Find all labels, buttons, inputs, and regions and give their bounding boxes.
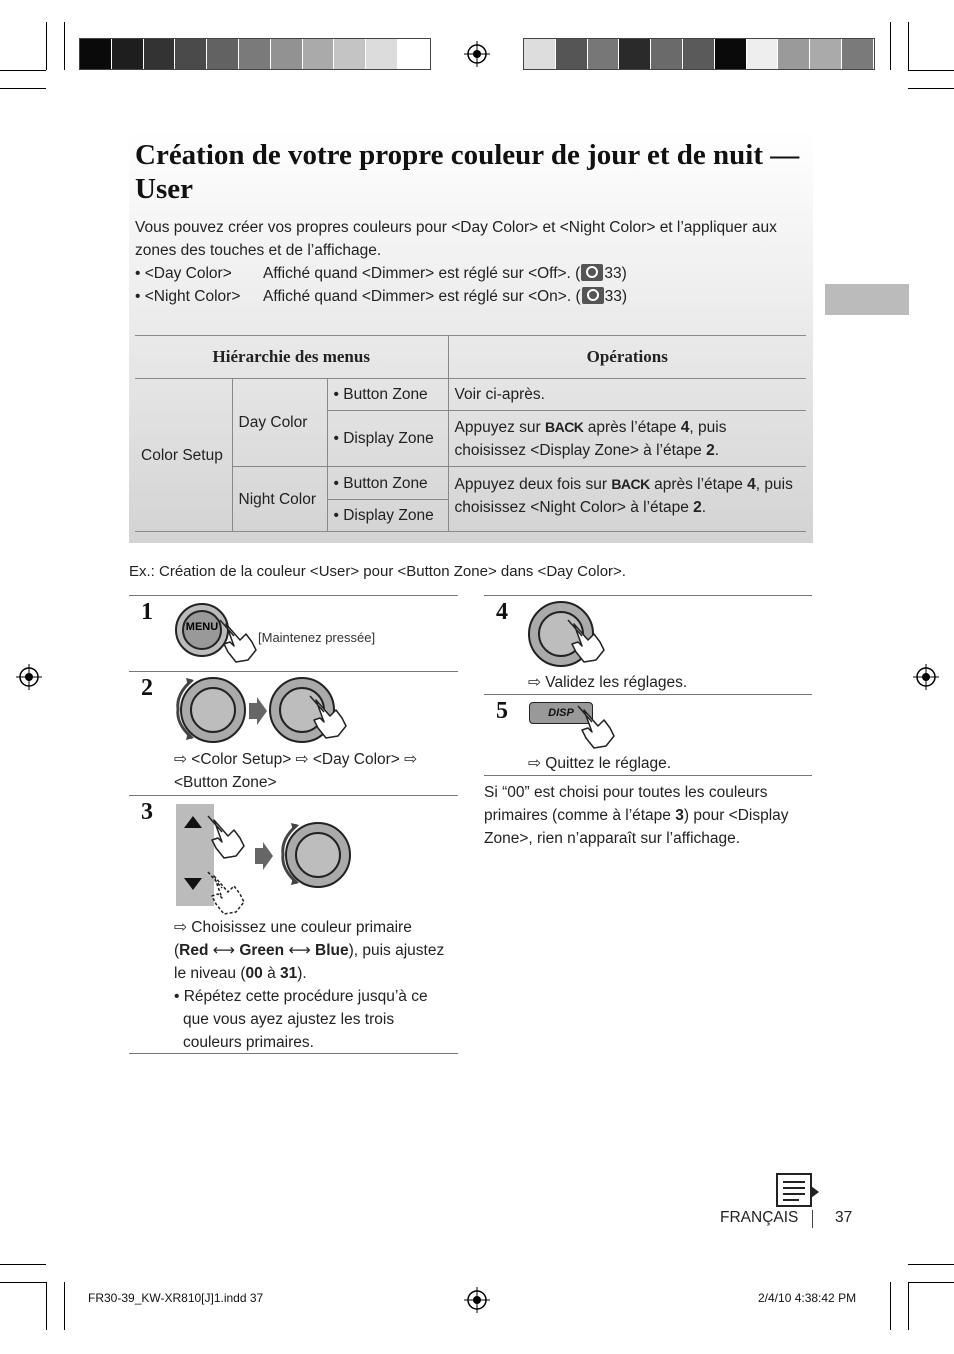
color-swatch	[778, 39, 810, 69]
menu-hierarchy-table	[135, 335, 806, 532]
color-swatch	[747, 39, 779, 69]
step-number-4: 4	[496, 599, 508, 625]
color-swatch	[524, 39, 556, 69]
color-swatch	[556, 39, 588, 69]
step-divider	[484, 595, 812, 596]
menu-button-label: MENU	[185, 621, 219, 633]
table-zone-display: • Display Zone	[327, 411, 448, 467]
footer-separator	[812, 1210, 813, 1228]
table-op: Appuyez deux fois sur BACK après l’étape 4, puis choisissez <Night Color> à l’étape 2.	[448, 467, 806, 532]
color-green: Green	[239, 942, 285, 959]
crop-mark	[0, 70, 46, 71]
rotate-arrow-icon	[279, 821, 299, 887]
intro-text: Vous pouvez créer vos propres couleurs pour <Day Color> et <Night Color> et l’appliquer aux zones des touches et de l’affichage.	[135, 219, 777, 259]
step-number-2: 2	[141, 675, 153, 701]
note-text: Si “00” est choisi pour toutes les couleurs primaires (comme à l’étape 3) pour <Display Zone>, rien n’apparaît sur l’affichage.	[484, 784, 789, 847]
color-swatch-bar-left	[79, 38, 431, 70]
color-swatch	[398, 39, 430, 69]
pressing-hand-icon	[204, 812, 248, 860]
step-divider	[129, 795, 458, 796]
step-2-path: ⇨ <Color Setup> ⇨ <Day Color> ⇨ <Button Zone>	[174, 751, 418, 791]
example-caption: Ex.: Création de la couleur <User> pour <Button Zone> dans <Day Color>.	[129, 563, 626, 580]
bidirectional-arrow-icon: ⟷	[288, 942, 311, 959]
step-divider	[484, 775, 812, 776]
color-swatch-bar-right	[523, 38, 875, 70]
color-swatch	[144, 39, 176, 69]
color-swatch	[80, 39, 112, 69]
color-swatch	[271, 39, 303, 69]
color-swatch	[207, 39, 239, 69]
crop-mark	[0, 1282, 46, 1283]
search-reference-icon	[581, 264, 603, 281]
step-divider	[129, 671, 458, 672]
crop-mark	[46, 1282, 47, 1330]
table-zone-display: • Display Zone	[327, 500, 448, 532]
back-key-label: BACK	[544, 418, 584, 435]
page-number: 37	[835, 1209, 853, 1226]
step-5-text: ⇨ Quittez le réglage.	[528, 755, 672, 772]
table-zone-button: • Button Zone	[327, 467, 448, 500]
down-arrow-icon	[184, 878, 202, 890]
table-op: Voir ci-après.	[448, 379, 806, 411]
step-3-text: ⇨ Choisissez une couleur primaire (Red ⟷ Green ⟷ Blue), puis ajustez le niveau (00 à 31). • Répétez cette procédure jusqu’à ce que vous ayez ajustez les trois couleurs primaires.	[174, 916, 456, 1054]
rotate-arrow-icon	[174, 676, 194, 742]
pressing-hand-icon	[306, 692, 350, 740]
color-swatch	[366, 39, 398, 69]
color-swatch	[651, 39, 683, 69]
file-slug: FR30-39_KW-XR810[J]1.indd 37	[88, 1291, 264, 1305]
table-header-operations: Opérations	[448, 336, 806, 379]
registration-mark-icon	[464, 1287, 490, 1313]
crop-mark	[908, 22, 909, 70]
crop-mark	[890, 1282, 891, 1330]
color-swatch	[619, 39, 651, 69]
pressing-hand-icon	[216, 616, 260, 664]
crop-mark	[64, 1282, 65, 1330]
table-op: Appuyez sur BACK après l’étape 4, puis choisissez <Display Zone> à l’étape 2.	[448, 411, 806, 467]
registration-mark-icon	[464, 41, 490, 67]
search-reference-icon	[582, 287, 604, 304]
date-slug: 2/4/10 4:38:42 PM	[758, 1291, 857, 1305]
color-red: Red	[179, 942, 209, 959]
crop-mark	[908, 1282, 909, 1330]
color-swatch	[715, 39, 747, 69]
page-title: Création de votre propre couleur de jour et de nuit —User	[135, 139, 800, 205]
step-divider	[129, 1053, 458, 1054]
crop-mark	[0, 1264, 46, 1265]
back-key-label: BACK	[611, 476, 650, 492]
pressing-hand-icon	[564, 616, 608, 664]
pressing-hand-icon	[574, 702, 618, 750]
step-4-text: ⇨ Validez les réglages.	[528, 674, 688, 691]
disp-button: DISP	[529, 702, 593, 724]
table-group-night-color: Night Color	[232, 467, 327, 532]
step-number-1: 1	[141, 599, 153, 625]
crop-mark	[46, 22, 47, 70]
crop-mark	[908, 88, 954, 89]
section-tab	[825, 284, 909, 315]
table-root-color-setup: Color Setup	[135, 379, 232, 532]
step-number-3: 3	[141, 799, 153, 825]
step-divider	[484, 694, 812, 695]
crop-mark	[908, 70, 954, 71]
color-swatch	[842, 39, 874, 69]
step-divider	[129, 595, 458, 596]
color-swatch	[112, 39, 144, 69]
document-icon	[775, 1172, 825, 1208]
table-group-day-color: Day Color	[232, 379, 327, 467]
bullet-night-color: • <Night Color> Affiché quand <Dimmer> est réglé sur <On>. ( 33)	[135, 288, 628, 305]
step-number-5: 5	[496, 698, 508, 724]
footer-language: FRANÇAIS	[720, 1209, 799, 1226]
color-swatch	[175, 39, 207, 69]
table-header-hierarchy: Hiérarchie des menus	[135, 336, 448, 379]
table-zone-button: • Button Zone	[327, 379, 448, 411]
crop-mark	[0, 88, 46, 89]
next-arrow-icon	[249, 697, 267, 725]
crop-mark	[908, 1264, 954, 1265]
color-swatch	[810, 39, 842, 69]
hold-press-note: [Maintenez pressée]	[258, 630, 376, 645]
color-swatch	[303, 39, 335, 69]
color-swatch	[683, 39, 715, 69]
crop-mark	[64, 22, 65, 70]
color-swatch	[588, 39, 620, 69]
registration-mark-icon	[913, 664, 939, 690]
color-swatch	[334, 39, 366, 69]
up-arrow-icon	[184, 816, 202, 828]
registration-mark-icon	[16, 664, 42, 690]
pressing-hand-dashed-icon	[204, 868, 248, 916]
color-blue: Blue	[315, 942, 349, 959]
bidirectional-arrow-icon: ⟷	[212, 942, 236, 959]
color-swatch	[239, 39, 271, 69]
bullet-day-color: • <Day Color> Affiché quand <Dimmer> est réglé sur <Off>. ( 33)	[135, 265, 627, 282]
step-3-bullet: • Répétez cette procédure jusqu’à ce que vous ayez ajustez les trois couleurs primaires.	[174, 988, 428, 1051]
crop-mark	[908, 1282, 954, 1283]
crop-mark	[890, 22, 891, 70]
next-arrow-icon	[255, 842, 273, 870]
